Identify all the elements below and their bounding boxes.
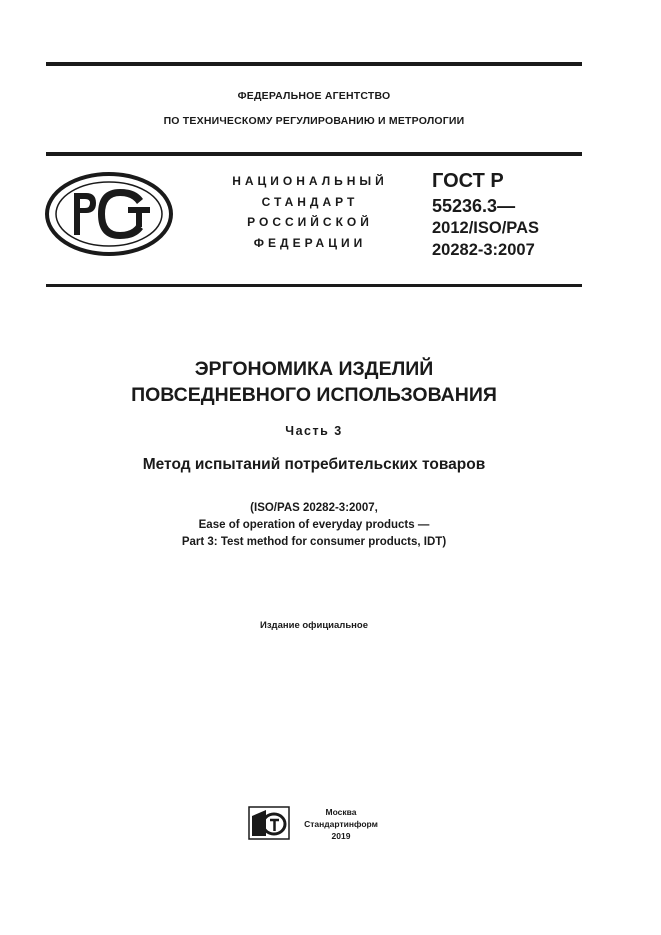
agency-name-line1: ФЕДЕРАЛЬНОЕ АГЕНТСТВО	[237, 90, 391, 102]
publisher-name: Стандартинформ	[304, 819, 378, 829]
publisher-info	[298, 806, 384, 842]
national-line: ФЕДЕРАЦИИ	[253, 235, 367, 250]
designation-line: ГОСТ Р	[432, 170, 504, 192]
national-line: РОССИЙСКОЙ	[247, 215, 373, 229]
header-rule	[46, 152, 582, 156]
standard-designation	[432, 169, 539, 261]
publication-year: 2019	[331, 831, 351, 841]
designation-line: 20282-3:2007	[432, 241, 535, 259]
designation-line: 55236.3—	[432, 196, 516, 216]
iso-reference-line2: Ease of operation of everyday products —	[198, 519, 430, 531]
top-rule	[46, 62, 582, 66]
standartinform-logo-icon	[248, 806, 290, 840]
document-title-line2: ПОВСЕДНЕВНОГО ИСПОЛЬЗОВАНИЯ	[131, 384, 497, 406]
national-line: НАЦИОНАЛЬНЫЙ	[232, 174, 388, 188]
iso-reference-line3: Part 3: Test method for consumer products, IDT)	[181, 536, 447, 548]
rst-certification-logo-icon	[44, 171, 174, 257]
national-line: СТАНДАРТ	[261, 194, 359, 209]
part-label: Часть 3	[285, 424, 343, 438]
agency-name-line2: ПО ТЕХНИЧЕСКОМУ РЕГУЛИРОВАНИЮ И МЕТРОЛОГИИ	[163, 115, 465, 127]
document-title-line1: ЭРГОНОМИКА ИЗДЕЛИЙ	[194, 358, 434, 380]
document-subtitle: Метод испытаний потребительских товаров	[142, 456, 486, 473]
edition-label: Издание официальное	[260, 620, 368, 631]
national-standard-label	[212, 171, 408, 253]
designation-line: 2012/ISO/PAS	[432, 219, 540, 237]
iso-reference-line1: (ISO/PAS 20282-3:2007,	[250, 502, 378, 514]
standard-block-rule	[46, 284, 582, 287]
publisher-city: Москва	[325, 807, 357, 817]
